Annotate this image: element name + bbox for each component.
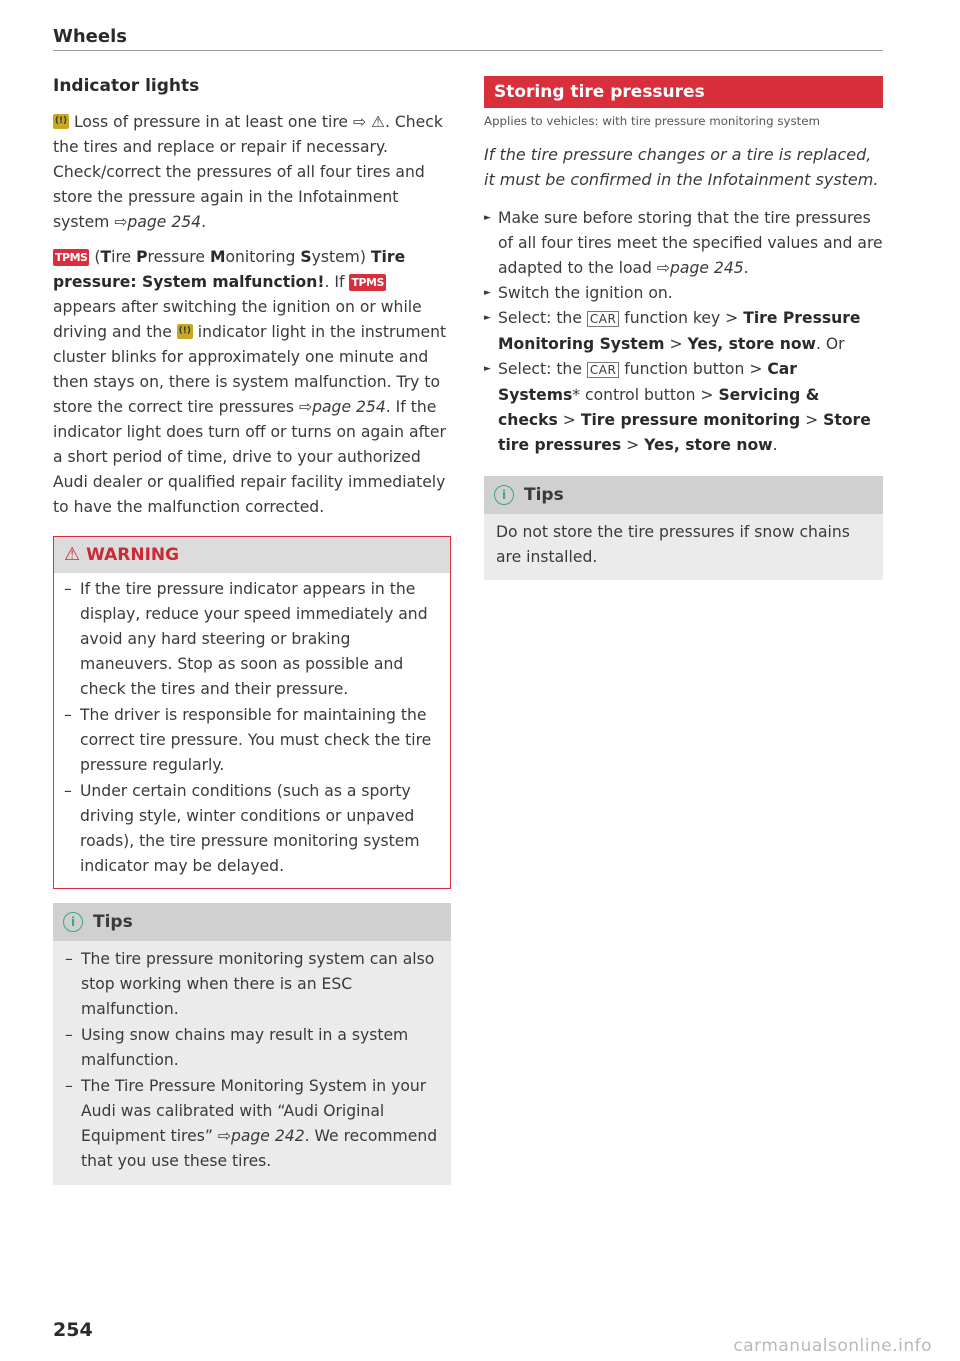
page-ref-link[interactable]: page 254 bbox=[312, 398, 386, 416]
car-key-label: CAR bbox=[587, 362, 619, 378]
header-rule bbox=[53, 50, 883, 51]
page-header: Wheels bbox=[53, 26, 127, 47]
warning-triangle-icon: ⚠ bbox=[64, 544, 81, 565]
arrow-ref-icon: ⇨ bbox=[656, 259, 670, 277]
arrow-ref-icon: ⇨ bbox=[217, 1127, 231, 1145]
step-item: ► Switch the ignition on. bbox=[484, 281, 883, 306]
arrow-ref-icon: ⇨ bbox=[299, 398, 313, 416]
tips-body bbox=[484, 514, 883, 580]
tpms-malfunction-paragraph: TPMS (Tire Pressure Monitoring System) Tire pressure: System malfunction!. If TPMS appears after switching the ignition on or while driving and the (!) indicator light in the instrument cluster blinks for approximately one minute and then stays on, there is system malfunction. Try to store the correct tire pressures ⇨page 254. If the indicator light does turn off or turns on again after a short period of time, drive to your authorized Audi dealer or qualified repair facility immediately to have the malfunction corrected. bbox=[53, 245, 451, 520]
step-item: ► Select: the CAR function button > Car Systems* control button > Servicing & checks > Tire pressure monitoring > Store tire pressures > Yes, store now. bbox=[484, 357, 883, 458]
page-ref-link[interactable]: page 245 bbox=[670, 259, 744, 277]
warning-header: ⚠ WARNING bbox=[54, 537, 450, 573]
tips-body bbox=[53, 941, 451, 1185]
arrow-ref-icon: ⇨ bbox=[352, 113, 367, 131]
tpms-icon: TPMS bbox=[55, 251, 88, 264]
indicator-lights-heading: Indicator lights bbox=[53, 76, 200, 96]
loss-of-pressure-paragraph: (!) Loss of pressure in at least one tire ⇨ ⚠. Check the tires and replace or repair if necessary. Check/correct the pressures of all four tires and store the pressure again in the Infotainment system ⇨page 254. bbox=[53, 110, 451, 235]
page-number: 254 bbox=[53, 1319, 93, 1341]
info-icon: i bbox=[63, 912, 83, 932]
list-item: – The Tire Pressure Monitoring System in your Audi was calibrated with “Audi Original Equipment tires” ⇨page 242. We recommend that you use these tires. bbox=[65, 1074, 439, 1174]
tire-pressure-warning-icon bbox=[177, 324, 193, 339]
list-item: – The tire pressure monitoring system can also stop working when there is an ESC malfunction. bbox=[65, 947, 439, 1022]
info-icon: i bbox=[494, 485, 514, 505]
step-item: ► Make sure before storing that the tire pressures of all four tires meet the specified values and are adapted to the load ⇨page 245. bbox=[484, 206, 883, 281]
tire-pressure-warning-icon bbox=[53, 114, 69, 129]
list-item: – Under certain conditions (such as a sporty driving style, winter conditions or unpaved roads), the tire pressure monitoring system indicator may be delayed. bbox=[64, 779, 440, 879]
list-item: – Using snow chains may result in a system malfunction. bbox=[65, 1023, 439, 1073]
tips-header: i Tips bbox=[484, 476, 883, 514]
malfunction-message: Tire pressure: System malfunction! bbox=[53, 248, 406, 291]
steps-list bbox=[484, 206, 883, 458]
page-ref-link[interactable]: page 254 bbox=[127, 213, 202, 231]
applies-to: Applies to vehicles: with tire pressure monitoring system bbox=[484, 114, 821, 128]
warning-body bbox=[54, 573, 450, 888]
left-column bbox=[53, 76, 451, 1185]
warning-triangle-icon: ⚠ bbox=[371, 113, 385, 131]
tpms-icon: TPMS bbox=[351, 276, 384, 289]
list-item: – The driver is responsible for maintaining the correct tire pressure. You must check the tire pressure regularly. bbox=[64, 703, 440, 778]
section-title: Storing tire pressures bbox=[484, 76, 883, 108]
watermark: carmanualsonline.info bbox=[733, 1336, 932, 1356]
step-item: ► Select: the CAR function key > Tire Pressure Monitoring System > Yes, store now. Or bbox=[484, 306, 883, 357]
warning-box bbox=[53, 536, 451, 889]
intro-text: If the tire pressure changes or a tire is replaced, it must be confirmed in the Infotainment system. bbox=[484, 145, 879, 189]
tips-header: i Tips bbox=[53, 903, 451, 941]
page-ref-link[interactable]: page 242 bbox=[230, 1127, 305, 1145]
arrow-ref-icon: ⇨ bbox=[114, 213, 128, 231]
list-item: – If the tire pressure indicator appears in the display, reduce your speed immediately and avoid any hard steering or braking maneuvers. Stop as soon as possible and check the tires and their pressure. bbox=[64, 577, 440, 702]
car-key-label: CAR bbox=[587, 311, 619, 327]
tips-box bbox=[53, 903, 451, 1185]
right-column bbox=[484, 76, 883, 580]
tips-box bbox=[484, 476, 883, 580]
tips-text: Do not store the tire pressures if snow chains are installed. bbox=[496, 523, 850, 566]
